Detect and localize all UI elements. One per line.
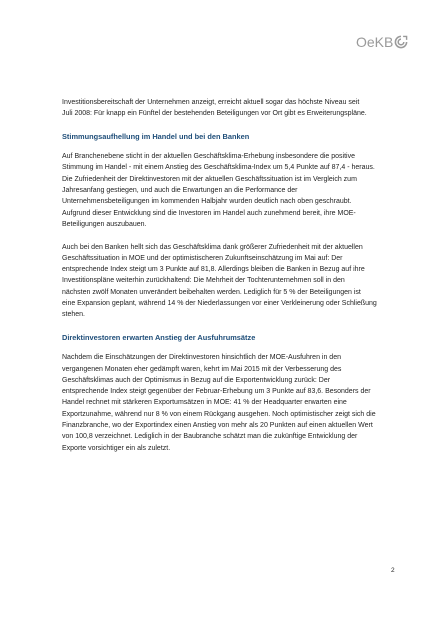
text-line: Juli 2008: Für knapp ein Fünftel der bestehenden Beteiligungen vor Ort gibt es Erweiterungspläne. <box>62 110 367 118</box>
text-line: Jahresanfang gestiegen, und auch die Erwartungen an die Performance der <box>62 187 298 195</box>
text-line: entsprechende Index steigt gegenüber der Februar-Erhebung um 3 Punkte auf 83,6. Besonders der <box>62 388 371 396</box>
text-line: Geschäftsklimas auch der Optimismus in Bezug auf die Exportentwicklung zurück: Der <box>62 376 331 384</box>
text-line: Auf Branchenebene sticht in der aktuellen Geschäftsklima-Erhebung insbesondere die positive <box>62 153 356 161</box>
text-line: Auch bei den Banken hellt sich das Geschäftsklima dank größerer Zufriedenheit mit der aktuellen <box>62 243 363 251</box>
paragraph-intro <box>62 97 384 120</box>
text-line: Exporte vorsichtiger ein als zuletzt. <box>62 444 171 452</box>
oekb-logo <box>356 34 408 50</box>
section-heading-exports: Direktinvestoren erwarten Anstieg der Ausfuhrumsätze <box>62 332 256 342</box>
page-number: 2 <box>391 567 395 574</box>
text-line: Exportzunahme, während nur 8 % von einem Rückgang ausgehen. Noch optimistischer zeigt sich die <box>62 410 376 418</box>
text-line: Nachdem die Einschätzungen der Direktinvestoren hinsichtlich der MOE-Ausfuhren in den <box>62 354 341 362</box>
text-line: Unternehmensbeteiligungen im kommenden Halbjahr wurden deutlich nach oben geschraubt. <box>62 198 352 206</box>
text-line: Handel rechnet mit stärkeren Exportumsätzen in MOE: 41 % der Headquarter erwarten eine <box>62 399 347 407</box>
body-content <box>62 97 384 465</box>
paragraph-exports <box>62 352 384 454</box>
paragraph-trade <box>62 151 384 230</box>
paragraph-banks <box>62 242 384 321</box>
text-line: Investitionspläne weiterhin zurückhaltend: Die Mehrheit der Tochterunternehmen soll in den <box>62 277 345 285</box>
text-line: Geschäftssituation in MOE und der optimistischeren Zukunftseinschätzung im Mai auf: Der <box>62 254 343 262</box>
logo-text: OeKB <box>356 34 394 50</box>
text-line: Aufgrund dieser Entwicklung sind die Investoren im Handel auch zunehmend bereit, ihre MOE- <box>62 209 356 217</box>
text-line: von 100,8 verzeichnet. Lediglich in der Baubranche schätzt man die zukünftige Entwicklung der <box>62 433 358 441</box>
text-line: stehen. <box>62 311 85 319</box>
text-line: vergangenen Monaten eher gedämpft waren, kehrt im Mai 2015 mit der Verbesserung des <box>62 365 342 373</box>
text-line: Stimmung im Handel - mit einem Anstieg des Geschäftsklima-Index um 5,4 Punkte auf 87,4 - heraus. <box>62 164 375 172</box>
section-heading-trade-banks: Stimmungsaufhellung im Handel und bei den Banken <box>62 131 250 141</box>
text-line: entsprechende Index steigt um 3 Punkte auf 81,8. Allerdings bleiben die Banken in Bezug auf ihre <box>62 266 365 274</box>
logo-mark-icon <box>394 35 408 49</box>
text-line: eine Expansion geplant, während 14 % der Niederlassungen vor einer Verkleinerung oder Schließung <box>62 300 377 308</box>
text-line: Die Zufriedenheit der Direktinvestoren mit der aktuellen Geschäftssituation ist im Vergleich zum <box>62 175 357 183</box>
text-line: Beteiligungen auszubauen. <box>62 220 147 228</box>
text-line: Finanzbranche, wo der Exportindex einen Anstieg von mehr als 20 Punkten auf einen aktuellen Wert <box>62 422 373 430</box>
text-line: Investitionsbereitschaft der Unternehmen anzeigt, erreicht aktuell sogar das höchste Niveau seit <box>62 99 360 106</box>
text-line: nächsten zwölf Monaten unverändert beibehalten werden. Lediglich für 5 % der Beteiligungen ist <box>62 288 361 296</box>
